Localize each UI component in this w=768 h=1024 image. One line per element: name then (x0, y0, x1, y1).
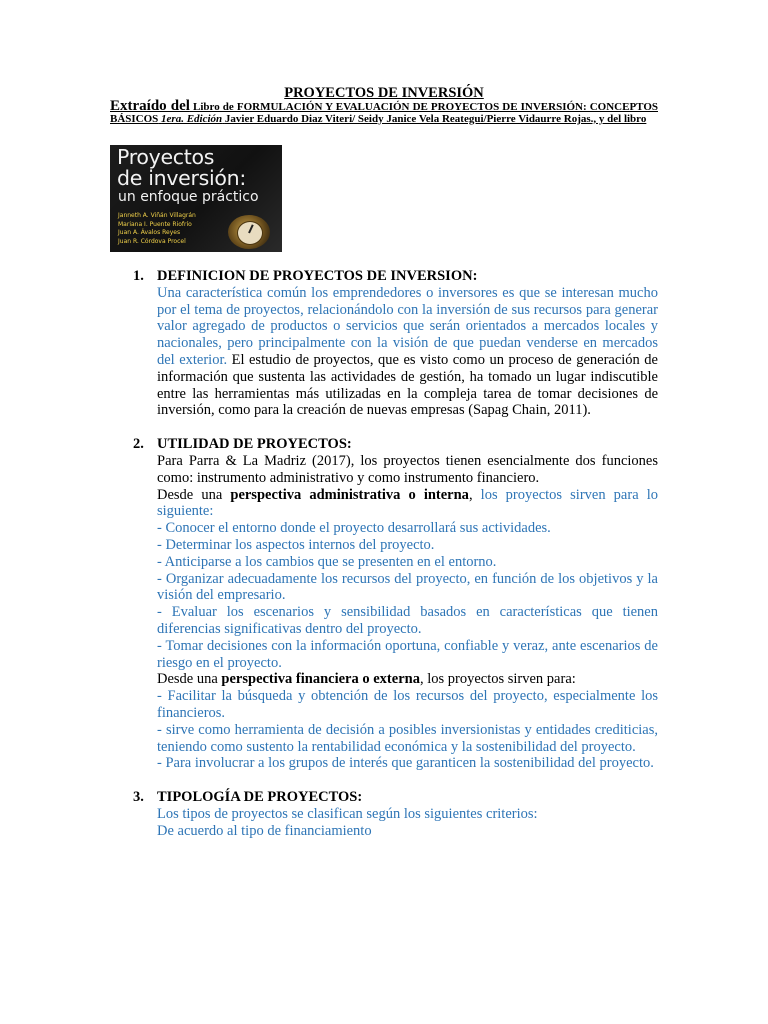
source-book: Libro de FORMULACIÓN Y EVALUACIÓN DE PROYECTOS DE INVERSIÓN: CONCEPTOS BÁSICOS (110, 101, 658, 125)
section-definicion (133, 268, 658, 419)
cover-author: Mariana I. Puente Riofrío (118, 220, 192, 228)
list-item: - Determinar los aspectos internos del proyecto. (157, 536, 435, 553)
list-item: - Anticiparse a los cambios que se presenten en el entorno. (157, 553, 497, 570)
fin-perspective-paragraph (157, 671, 658, 688)
section-paragraph (157, 285, 658, 419)
section-number: 1. (133, 268, 144, 284)
cover-authors (118, 212, 196, 246)
highlighted-text: Una característica común los emprendedores o inversores es que se interesan mucho por el tema de proyectos, relacionándolo con la inversión de sus recursos para generar valor agregado de productos o servicios que serán orientados a mercados locales y nacionales, pero principalmente con la visión de que puedan venderse en mercados del exterior. (157, 284, 658, 368)
section-paragraph: Los tipos de proyectos se clasifican según los siguientes criterios: (157, 805, 538, 822)
section-utilidad (133, 436, 659, 772)
cover-subtitle: un enfoque práctico (118, 189, 259, 205)
source-lead: Extraído del (110, 98, 190, 114)
list-item: - sirve como herramienta de decisión a posibles inversionistas y entidades crediticias, teniendo como sustento la rentabilidad económica y la sostenibilidad del proyecto. (157, 721, 658, 755)
list-item: - Facilitar la búsqueda y obtención de los recursos del proyecto, especialmente los financieros. (157, 688, 658, 721)
body-text: , (468, 486, 473, 503)
cover-author: Juan R. Córdova Procel (118, 237, 186, 245)
source-authors: Javier Eduardo Diaz Viteri/ Seidy Janice Vela Reategui/Pierre Vidaurre Rojas., y del libro (224, 112, 647, 125)
section-list (133, 268, 659, 857)
page-title: PROYECTOS DE INVERSIÓN (284, 85, 484, 101)
cover-author: Juan A. Ávalos Reyes (118, 229, 181, 236)
section-heading: TIPOLOGÍA DE PROYECTOS: (157, 789, 363, 806)
cover-title-line1: Proyectos (117, 145, 215, 169)
list-item: - Tomar decisiones con la información oportuna, confiable y veraz, ante escenarios de riesgo en el proyecto. (157, 637, 658, 671)
admin-perspective-paragraph (157, 487, 658, 521)
highlighted-text: los proyectos sirven para lo siguiente: (157, 486, 659, 520)
list-item: - Para involucrar a los grupos de interés que garanticen la sostenibilidad del proyecto. (157, 755, 654, 772)
list-item: - Evaluar los escenarios y sensibilidad basados en características que tienen diferencias significativas dentro del proyecto. (157, 604, 658, 637)
body-text: Desde una (157, 671, 222, 688)
source-citation (110, 98, 658, 125)
book-cover-image (110, 145, 282, 252)
section-heading: UTILIDAD DE PROYECTOS: (157, 436, 352, 453)
body-text: Desde una (157, 486, 231, 503)
section-paragraph: De acuerdo al tipo de financiamiento (157, 822, 372, 839)
body-text: El estudio de proyectos, que es visto como un proceso de generación de información que sustenta las actividades de gestión, ha tomado un lugar indiscutible entre las herramientas más utilizadas en la compleja tarea de tomar decisiones de inversión, como para la creación de nuevas empresas (Sapag Chain, 2011). (157, 351, 658, 419)
list-item: - Organizar adecuadamente los recursos del proyecto, en función de los objetivos y la visión del empresario. (157, 570, 658, 604)
bold-term: perspectiva financiera o externa (221, 671, 420, 688)
bold-term: perspectiva administrativa o interna (230, 486, 469, 503)
cover-author: Janneth A. Viñán Villagrán (118, 212, 196, 219)
list-item: - Conocer el entorno donde el proyecto desarrollará sus actividades. (157, 520, 551, 537)
source-edition: 1era. Edición (161, 112, 223, 125)
body-text: , los proyectos sirven para: (419, 671, 576, 688)
section-number: 2. (133, 436, 144, 453)
section-number: 3. (133, 789, 144, 806)
cover-title (117, 147, 246, 189)
section-paragraph: Para Parra & La Madriz (2017), los proyectos tienen esencialmente dos funciones como: instrumento administrativo y como instrumento financiero. (157, 452, 658, 486)
section-tipologia (133, 789, 658, 839)
section-heading: DEFINICION DE PROYECTOS DE INVERSION: (157, 268, 478, 284)
cover-title-line2: de inversión: (117, 166, 246, 190)
